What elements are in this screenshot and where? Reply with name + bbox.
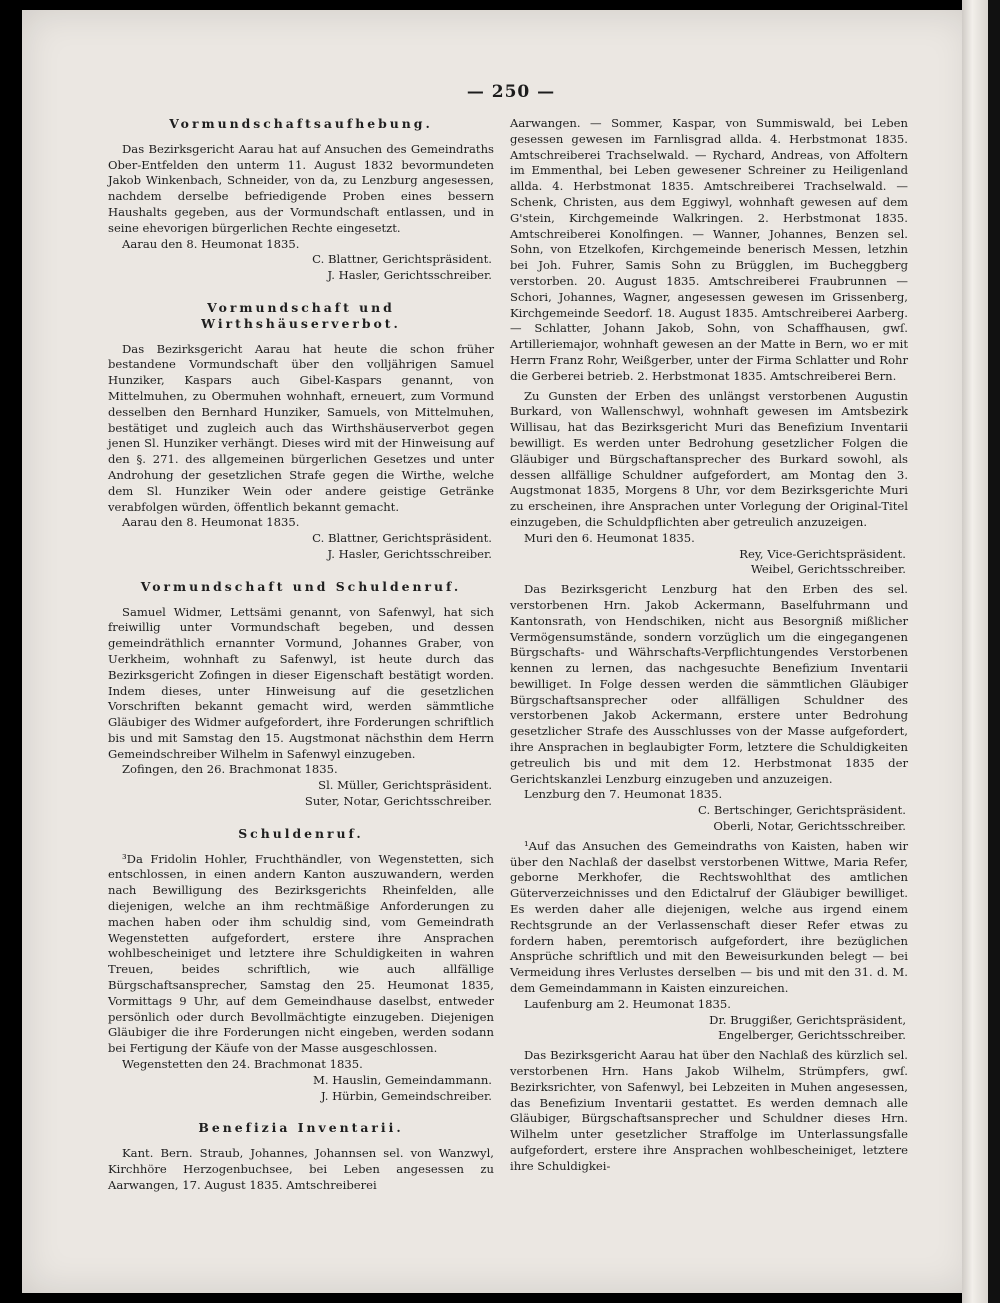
notice-signature: M. Hauslin, Gemeindammann. (313, 1072, 492, 1087)
notice-signature: Suter, Notar, Gerichtsschreiber. (304, 794, 492, 809)
notice-signature: Rey, Vice-Gerichtspräsident. (739, 546, 906, 561)
notice-signature: Oberli, Notar, Gerichtsschreiber. (713, 819, 906, 834)
notice-heading: Schuldenruf. (238, 825, 364, 841)
notice-signature: Dr. Bruggißer, Gerichtspräsident, (709, 1012, 906, 1027)
right-column (510, 116, 908, 1175)
notice-schuldenruf-widmer (108, 579, 494, 810)
notice-body: Das Bezirksgericht Lenzburg hat den Erben des sel. verstorbenen Hrn. Jakob Ackermann, Baselfuhrmann und Kantonsrath, von Hendschiken, nicht aus Besorgniß mißlicher Vermögensumstände, sondern vorzüglich um die eingegangenen Bürgschafts- und Währschafts-Verpflichtungendes Verstorbenen kennen zu lernen, das nachgesuchte Benefizium Inventarii bewilliget. In Folge dessen werden die sämmtlichen Gläubiger Bürgschaftsansprecher oder allfälligen Schuldner des verstorbenen Jakob Ackermann, erstere unter Bedrohung gesetzlicher Strafe des Ausschlusses von der Masse aufgefordert, ihre Ansprachen in beglaubigter Form, letztere die Schuldigkeiten getreulich bis und mit dem 12. Herbstmonat 1835 der Gerichtskanzlei Lenzburg einzugeben und anzuzeigen. (510, 582, 908, 786)
notice-body: Das Bezirksgericht Aarau hat auf Ansuchen des Gemeindraths Ober-Entfelden den unterm 11. August 1832 bevormundeten Jakob Winkenbach, Schneider, von da, zu Lenzburg angesessen, nachdem derselbe befriedigende Proben eines bessern Haushalts gegeben, aus der Vormundschaft entlassen, und in seine ehevorigen bürgerlichen Rechte eingesetzt. (108, 141, 494, 235)
notice-signature: J. Hürbin, Gemeindschreiber. (320, 1088, 492, 1103)
notice-date: Aarau den 8. Heumonat 1835. (122, 515, 300, 530)
notice-date: Wegenstetten den 24. Brachmonat 1835. (122, 1057, 363, 1072)
notice-body: Das Bezirksgericht Aarau hat heute die schon früher bestandene Vormundschaft über den volljährigen Samuel Hunziker, Kaspars auch Gibel-Kaspars genannt, von Mittelmuhen, zu Obermuhen wohnhaft, erneuert, zum Vormund desselben den Bernhard Hunziker, Samuels, von Mittelmuhen, bestätiget und zugleich auch das Wirthshäuserverbot gegen jenen Sl. Hunziker verhängt. Dieses wird mit der Hinweisung auf den §. 271. des allgemeinen bürgerlichen Gesetzes und unter Androhung der gesetzlichen Strafe gegen die Wirthe, welche dem Sl. Hunziker Wein oder andere geistige Getränke verabfolgen würden, öffentlich bekannt gemacht. (108, 341, 494, 514)
notice-heading: Vormundschaft und Schuldenruf. (140, 578, 462, 594)
notice-ackermann (510, 582, 908, 835)
notice-body: ³Da Fridolin Hohler, Fruchthändler, von Wegenstetten, sich entschlossen, in einen andern Kanton auszuwandern, werden nach Bewilligung des Bezirksgerichts Rheinfelden, alle diejenigen, welche an ihm rechtmäßige Anforderungen zu machen haben oder ihm schuldig sind, vom Gemeindrath Wegenstetten aufgefordert, erstere ihre Ansprachen wohlbescheiniget und letztere ihre Schuldigkeiten in wahren Treuen, beides schriftlich, wie auch allfällige Bürgschaftsansprecher, Samstag den 25. Heumonat 1835, Vormittags 9 Uhr, auf dem Gemeindhause daselbst, entweder persönlich oder durch Bevollmächtigte einzugeben. Diejenigen Gläubiger die ihre Forderungen nicht eingeben, werden sodann bei Fertigung der Käufe von der Masse ausgeschlossen. (108, 851, 494, 1056)
notice-date: Lenzburg den 7. Heumonat 1835. (524, 787, 723, 802)
notice-signature: C. Blattner, Gerichtspräsident. (312, 252, 492, 267)
notice-wilhelm (510, 1048, 908, 1174)
notice-vormundschaftsaufhebung (108, 116, 494, 284)
notice-signature: J. Hasler, Gerichtsschreiber. (327, 268, 492, 283)
notice-body: Samuel Widmer, Lettsämi genannt, von Safenwyl, hat sich freiwillig unter Vormundschaft begeben, und dessen gemeindräthlich ernannter Vormund, Johannes Graber, von Uerkheim, wohnhaft zu Safenwyl, ist heute durch das Bezirksgericht Zofingen in dieser Eigenschaft bestätigt worden. Indem dieses, unter Hinweisung auf die gesetzlichen Vorschriften bekannt gemacht wird, werden sämmtliche Gläubiger des Widmer aufgefordert, ihre Forderungen schriftlich bis und mit Samstag den 15. Augstmonat nächsthin dem Herrn Gemeindschreiber Wilhelm in Safenwyl einzugeben. (108, 604, 494, 761)
notice-refer (510, 839, 908, 1044)
left-column (108, 116, 494, 1194)
notice-heading: Vormundschaft und Wirthshäuserverbot. (201, 299, 401, 331)
notice-signature: C. Bertschinger, Gerichtspräsident. (698, 803, 906, 818)
notice-signature: C. Blattner, Gerichtspräsident. (312, 531, 492, 546)
notice-date: Aarau den 8. Heumonat 1835. (122, 236, 300, 251)
notice-signature: Engelberger, Gerichtsschreiber. (718, 1028, 906, 1043)
notice-body: Das Bezirksgericht Aarau hat über den Nachlaß des kürzlich sel. verstorbenen Hrn. Hans Jakob Wilhelm, Strümpfers, gwſ. Bezirksrichter, von Safenwyl, bei Lebzeiten in Muhen angesessen, das Benefizium Inventarii gestattet. Es werden demnach alle Gläubiger, Bürgschaftsansprecher und Schuldner dieses Hrn. Wilhelm unter gesetzlicher Straffolge im Unterlassungsfalle aufgefordert, erstere ihre Ansprachen wohlbescheiniget, letztere ihre Schuldigkei- (510, 1048, 908, 1173)
notice-burkard (510, 389, 908, 579)
notice-signature: Sl. Müller, Gerichtspräsident. (318, 778, 492, 793)
page-number: — 250 — (466, 82, 556, 102)
notice-signature: J. Hasler, Gerichtsschreiber. (327, 546, 492, 561)
notice-benefizia-inventarii (108, 1120, 494, 1193)
scan-edge (988, 0, 1000, 1303)
notice-date: Zofingen, den 26. Brachmonat 1835. (122, 762, 338, 777)
notice-date: Muri den 6. Heumonat 1835. (524, 530, 695, 545)
notice-date: Laufenburg am 2. Heumonat 1835. (524, 996, 731, 1011)
notice-body: ¹Auf das Ansuchen des Gemeindraths von Kaisten, haben wir über den Nachlaß der daselbst verstorbenen Wittwe, Maria Refer, geborne Merkhofer, die Rechtswohlthat des amtlichen Güterverzeichnisses und den Edictalruf der Gläubiger bewilliget. Es werden daher alle diejenigen, welche aus irgend einem Rechtsgrunde an der Verlassenschaft dieser Refer etwas zu fordern haben, peremtorisch aufgefordert, ihre bezüglichen Ansprüche schriftlich und mit den Beweisurkunden belegt — bei Vermeidung ihres Verlustes derselben — bis und mit den 31. d. M. dem Gemeindammann in Kaisten einzureichen. (510, 838, 908, 996)
notice-signature: Weibel, Gerichtsschreiber. (750, 562, 906, 577)
binding-gutter (962, 0, 988, 1303)
notice-heading: Benefizia Inventarii. (198, 1120, 404, 1136)
notice-schuldenruf-hohler (108, 826, 494, 1105)
notice-heading: Vormundschaftsaufhebung. (169, 116, 433, 131)
notice-benefizia-continued (510, 116, 908, 385)
notice-wirthshaeuserverbot (108, 300, 494, 563)
notice-body: Zu Gunsten der Erben des unlängst verstorbenen Augustin Burkard, von Wallenschwyl, wohnhaft gewesen im Amtsbezirk Willisau, hat das Bezirksgericht Muri das Benefizium Inventarii bewilligt. Es werden unter Bedrohung gesetzlicher Folgen die Gläubiger und Bürgschaftansprecher des Burkard sowohl, als dessen allfällige Schuldner aufgefordert, am Montag den 3. Augstmonat 1835, Morgens 8 Uhr, vor dem Bezirksgerichte Muri zu erscheinen, ihre Ansprachen unter Vorlegung der Original-Titel einzugeben, die Schuldpflichten aber getreulich anzuzeigen. (510, 388, 908, 529)
notice-body: Aarwangen. — Sommer, Kaspar, von Summiswald, bei Leben gesessen gewesen im Farnlisgrad allda. 4. Herbstmonat 1835. Amtschreiberei Trachselwald. — Rychard, Andreas, von Affoltern im Emmenthal, bei Leben gewesener Schreiner zu Heiligenland allda. 4. Herbstmonat 1835. Amtschreiberei Trachselwald. — Schenk, Christen, aus dem Eggiwyl, wohnhaft gewesen auf dem G'stein, Kirchgemeinde Walkringen. 2. Herbstmonat 1835. Amtschreiberei Konolfingen. — Wanner, Johannes, Benzen sel. Sohn, von Etzelkofen, Kirchgemeinde benerisch Messen, letzhin bei Joh. Fuhrer, Samis Sohn zu Brügglen, im Bucheggberg verstorben. 20. August 1835. Amtschreiberei Fraubrunnen — Schori, Johannes, Wagner, angesessen gewesen im Grissenberg, Kirchgemeinde Seedorf. 18. August 1835. Amtschreiberei Aarberg. — Schlatter, Johann Jakob, Sohn, von Schaffhausen, gwſ. Artilleriemajor, wohnhaft gewesen an der Matte in Bern, wo er mit Herrn Franz Rohr, Weißgerber, unter der Firma Schlatter und Rohr die Gerberei betrieb. 2. Herbstmonat 1835. Amtschreiberei Bern. (510, 116, 908, 383)
notice-body: Kant. Bern. Straub, Johannes, Johannsen sel. von Wanzwyl, Kirchhöre Herzogenbuchsee, bei Leben angesessen zu Aarwangen, 17. August 1835. Amtschreiberei (108, 1146, 494, 1192)
